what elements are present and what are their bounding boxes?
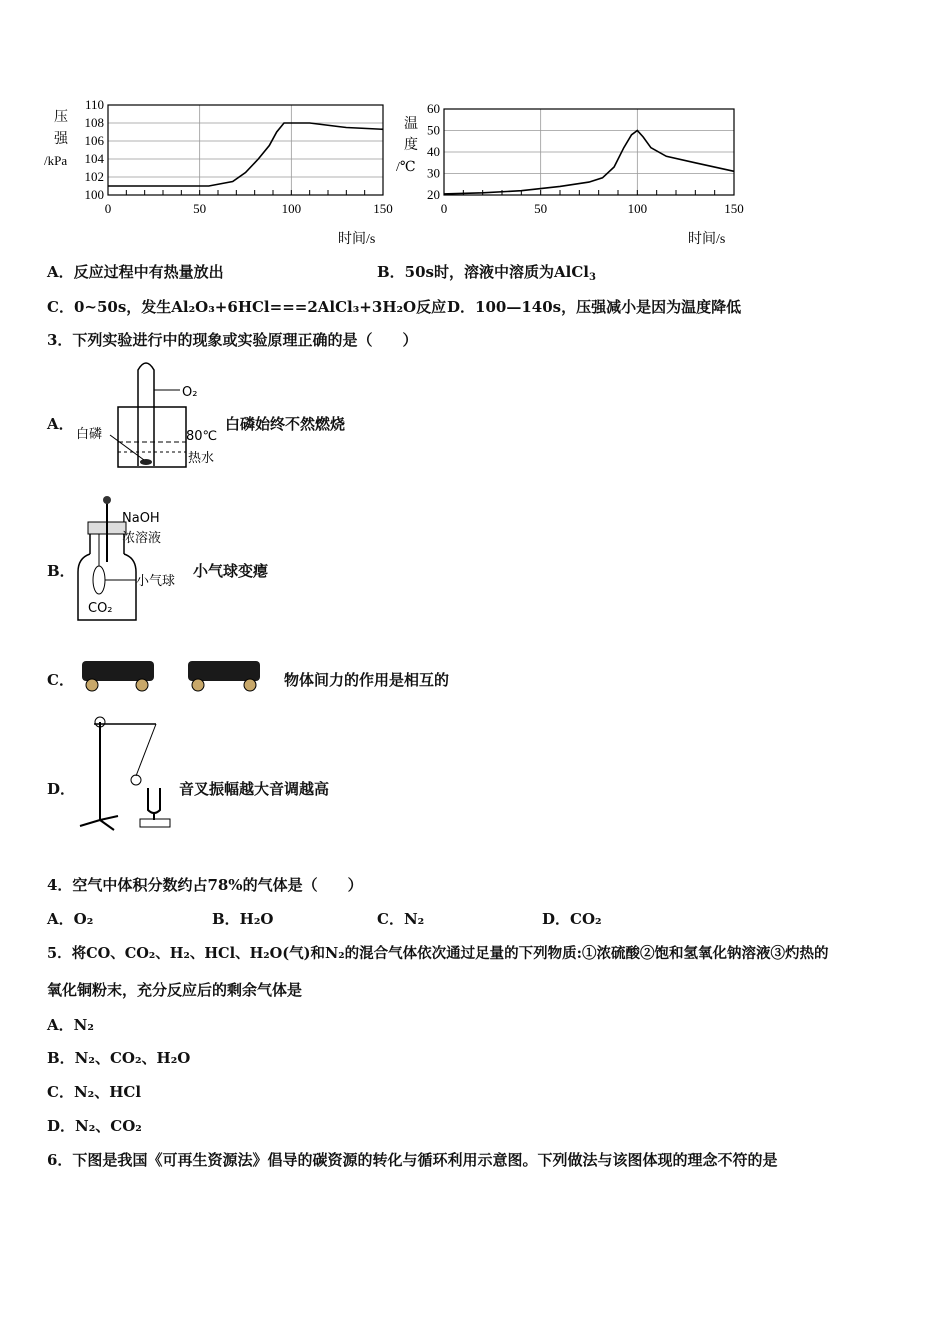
q4-option-c: C．N₂ bbox=[377, 910, 425, 928]
temp-label: 80℃ bbox=[186, 429, 218, 444]
tuning-fork bbox=[148, 788, 160, 813]
q5-option-b: B．N₂、CO₂、H₂O bbox=[47, 1049, 191, 1067]
q4-stem: 4．空气中体积分数约占78%的气体是（ ） bbox=[47, 876, 363, 894]
pc-ytick-label: 104 bbox=[84, 151, 104, 166]
q2-option-b-text: B．50s时，溶液中溶质为 bbox=[377, 263, 554, 281]
tc-xtick-label: 150 bbox=[724, 201, 744, 216]
q3-option-c-letter: C． bbox=[47, 671, 74, 689]
tc-ytick-label: 20 bbox=[427, 187, 440, 202]
q2-option-a: A．反应过程中有热量放出 bbox=[47, 263, 224, 281]
q3-c-figure bbox=[76, 655, 276, 695]
pc-xtick-label: 0 bbox=[104, 201, 112, 216]
q5-option-d: D．N₂、CO₂ bbox=[47, 1117, 142, 1135]
conc-solution-label: 浓溶液 bbox=[122, 531, 162, 546]
q3-option-a-letter: A． bbox=[47, 415, 74, 433]
pendulum-ball bbox=[131, 775, 141, 785]
pendulum-string bbox=[136, 724, 156, 776]
tc-xtick-label: 100 bbox=[627, 201, 648, 216]
tc-ytick-label: 40 bbox=[427, 144, 440, 159]
q3-option-a-text: 白磷始终不然燃烧 bbox=[225, 415, 346, 433]
tc-xtick-label: 50 bbox=[534, 201, 548, 216]
pressure-chart bbox=[40, 95, 400, 255]
co2-label: CO₂ bbox=[88, 601, 113, 616]
cart-right bbox=[188, 661, 260, 681]
balloon-label: 小气球 bbox=[136, 574, 176, 589]
q2-option-d: D．100—140s，压强减小是因为温度降低 bbox=[447, 298, 742, 316]
temperature-ylabel-char-2: 度 bbox=[404, 138, 418, 153]
q5-stem-line1: 5．将CO、CO₂、H₂、HCl、H₂O(气)和N₂的混合气体依次通过足量的下列物质:①浓硫酸②饱和氢氧化钠溶液③灼热的 bbox=[47, 945, 829, 962]
q5-stem-line2: 氧化铜粉末，充分反应后的剩余气体是 bbox=[47, 981, 303, 999]
pressure-xlabel: 时间/s bbox=[338, 232, 376, 247]
q3-d-figure bbox=[74, 712, 184, 834]
q3-option-c-text: 物体间力的作用是相互的 bbox=[284, 671, 450, 689]
tc-ytick-label: 50 bbox=[427, 122, 440, 138]
q4-option-a: A．O₂ bbox=[47, 910, 94, 928]
fork-base bbox=[140, 819, 170, 827]
pc-xtick-label: 100 bbox=[281, 201, 302, 216]
q3-option-b-text: 小气球变瘪 bbox=[193, 562, 269, 580]
q5-option-c: C．N₂、HCl bbox=[47, 1083, 142, 1101]
q3-a-figure bbox=[74, 360, 224, 472]
q3-stem: 3．下列实验进行中的现象或实验原理正确的是（ ） bbox=[47, 331, 418, 349]
temperature-chart bbox=[392, 95, 762, 255]
test-tube bbox=[138, 363, 154, 466]
q3-option-b-letter: B． bbox=[47, 562, 75, 580]
tc-ytick-label: 30 bbox=[427, 165, 440, 181]
q6-stem: 6．下图是我国《可再生资源法》倡导的碳资源的转化与循环利用示意图。下列做法与该图体现的理念不符的是 bbox=[47, 1151, 778, 1169]
white-phosphorus bbox=[140, 459, 152, 465]
pc-ytick-label: 110 bbox=[84, 97, 104, 112]
pressure-series-line bbox=[108, 123, 383, 186]
pressure-ylabel-char-1: 压 bbox=[54, 110, 68, 125]
pc-plot-frame bbox=[108, 105, 383, 195]
pressure-ylabel-char-2: 强 bbox=[54, 132, 68, 147]
temperature-series-line bbox=[444, 131, 734, 194]
pc-ytick-label: 108 bbox=[84, 115, 104, 130]
pc-ytick-label: 106 bbox=[84, 133, 104, 148]
pressure-ylabel-unit: /kPa bbox=[44, 153, 68, 168]
temperature-xlabel: 时间/s bbox=[688, 232, 726, 247]
q2-option-c bbox=[47, 296, 446, 317]
naoh-label: NaOH bbox=[122, 511, 160, 526]
q2-option-c-equation: Al₂O₃+6HCl===2AlCl₃+3H₂O bbox=[171, 298, 417, 316]
q2-option-b bbox=[377, 261, 596, 282]
tc-xtick-label: 0 bbox=[440, 201, 448, 216]
q3-option-d-letter: D． bbox=[47, 780, 76, 798]
q2-option-b-chem: AlCl bbox=[554, 263, 589, 281]
temperature-ylabel-char-1: 温 bbox=[404, 117, 418, 132]
q4-option-d: D．CO₂ bbox=[542, 910, 602, 928]
q4-option-b: B．H₂O bbox=[212, 910, 274, 928]
q2-option-b-sub: 3 bbox=[588, 272, 596, 283]
q2-option-c-text: C．0~50s，发生 bbox=[47, 298, 172, 316]
white-phosphorus-label: 白磷 bbox=[76, 427, 103, 442]
o2-label: O₂ bbox=[182, 385, 198, 400]
water-label: 热水 bbox=[188, 451, 215, 466]
balloon bbox=[93, 566, 105, 594]
temperature-ylabel-unit: /℃ bbox=[396, 160, 416, 175]
beaker bbox=[118, 407, 186, 467]
pc-xtick-label: 50 bbox=[193, 201, 207, 216]
q2-option-c-suffix: 反应 bbox=[416, 298, 447, 316]
tc-ytick-label: 60 bbox=[427, 101, 440, 116]
q3-b-figure bbox=[74, 492, 194, 627]
pc-ytick-label: 102 bbox=[84, 169, 104, 184]
q5-option-a: A．N₂ bbox=[47, 1016, 94, 1034]
q3-option-d-text: 音叉振幅越大音调越高 bbox=[179, 780, 330, 798]
pc-ytick-label: 100 bbox=[84, 187, 104, 202]
cart-left bbox=[82, 661, 154, 681]
pc-xtick-label: 150 bbox=[373, 201, 393, 216]
